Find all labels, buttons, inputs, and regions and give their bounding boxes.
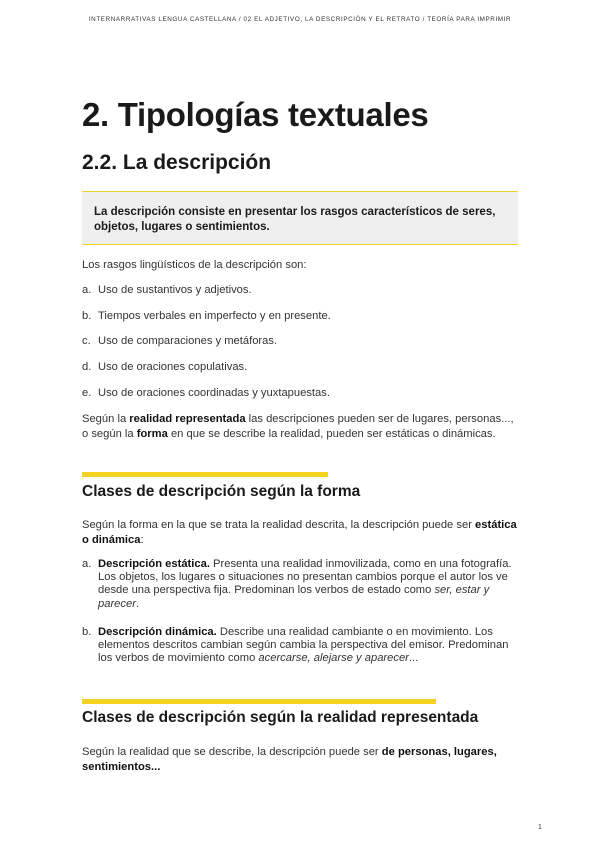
list-item [82,283,522,298]
list-marker: d. [82,361,92,373]
forma-intro-bold: estática o dinámica [82,519,517,546]
item-text: Describe una realidad cambiante o en movimiento. Los elementos descritos cambian según cambia la perspectiva del emisor. Predominan los verbos de movimiento como [98,626,509,665]
item-term: Descripción estática. [98,558,210,570]
list-item [82,334,522,349]
page-title: 2. Tipologías textuales [82,96,429,133]
list-text: Tiempos verbales en imperfecto y en presente. [98,310,331,322]
item-italic: acercarse, alejarse y aparecer [258,652,409,665]
list-item [82,309,522,324]
section-heading-realidad: Clases de descripción según la realidad representada [82,709,479,726]
classification-paragraph [82,412,522,441]
classification-bold-2: forma [136,427,168,440]
realidad-intro [82,745,522,774]
item-text: Presenta una realidad inmovilizada, como en una fotografía. Los objetos, los lugares o situaciones no presentan cambios porque el autor los ve desde una perspectiva fija. Predominan los verbos de estado como [98,558,512,597]
list-text: Uso de sustantivos y adjetivos. [98,284,252,296]
realidad-intro-bold: de personas, lugares, sentimientos... [82,746,497,773]
realidad-intro-text: Según la realidad que se describe, la descripción puede ser [82,746,382,758]
forma-intro-end: : [140,533,144,546]
list-marker: b. [82,310,92,322]
section-divider [82,699,436,704]
list-marker: b. [82,626,92,638]
section-title: 2.2. La descripción [82,151,272,174]
section-heading-forma: Clases de descripción según la forma [82,483,361,500]
list-text: Uso de oraciones coordinadas y yuxtapuestas. [98,387,330,399]
list-item [82,386,522,401]
list-text: Uso de oraciones copulativas. [98,361,248,373]
item-italic: ser, estar y parecer [98,584,490,610]
definition-text: La descripción consiste en presentar los rasgos característicos de seres, objetos, lugares o sentimientos. [94,206,496,233]
list-item [82,360,522,375]
running-header: INTERNARRATIVAS LENGUA CASTELLANA / 02 EL ADJETIVO, LA DESCRIPCIÓN Y EL RETRATO / TEORÍA PARA IMPRIMIR [88,16,512,23]
list-item [82,558,522,611]
list-item [82,626,522,666]
definition-callout [82,191,518,245]
item-end: . [135,597,140,610]
forma-intro-text: Según la forma en la que se trata la realidad descrita, la descripción puede ser [82,519,476,531]
list-marker: a. [82,284,92,296]
classification-text-2: las descripciones pueden ser de lugares, personas..., o según la [82,413,514,440]
classification-text-1: Según la [82,413,130,425]
features-intro: Los rasgos lingüísticos de la descripción son: [82,259,307,271]
page-number: 1 [538,824,542,831]
forma-intro [82,518,522,547]
item-term: Descripción dinámica. [98,626,217,638]
list-marker: e. [82,387,92,399]
item-end: ... [408,652,419,665]
section-divider [82,472,328,477]
list-marker: a. [82,558,92,570]
list-text: Uso de comparaciones y metáforas. [98,335,278,347]
list-marker: c. [82,335,91,347]
classification-bold-1: realidad representada [129,413,246,425]
classification-text-3: en que se describe la realidad, pueden ser estáticas o dinámicas. [167,427,496,440]
